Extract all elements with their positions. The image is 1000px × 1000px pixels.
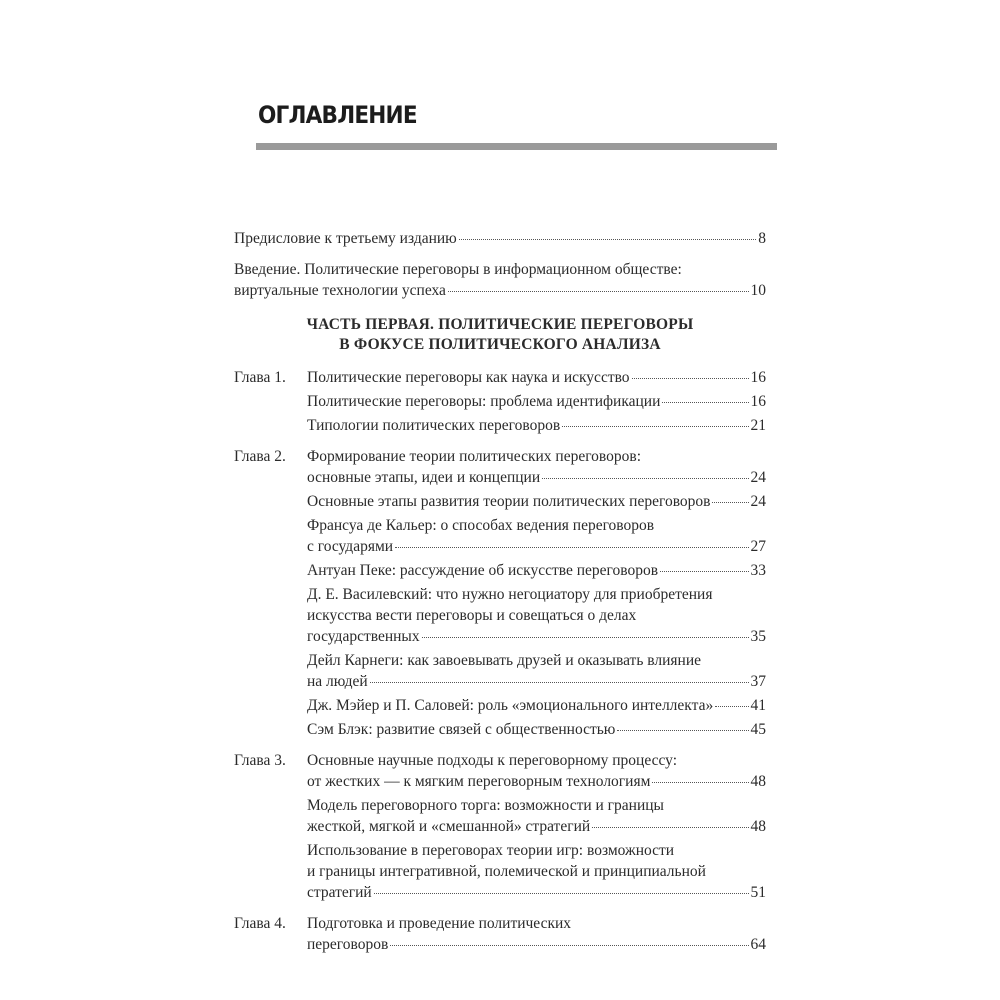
toc-entry-text: жесткой, мягкой и «смешанной» стратегий [307,818,591,835]
toc-entry-text: Использование в переговорах теории игр: возможности [307,842,675,859]
toc-entry-text: Типологии политических переговоров [307,417,561,434]
toc-entry[interactable] [307,415,766,436]
toc-entry-text: Д. Е. Василевский: что нужно негоциатору для приобретения [307,586,713,603]
toc-entry[interactable] [234,228,766,249]
toc-entry-text: стратегий [307,884,372,901]
page-number: 37 [750,673,766,690]
dot-leader [632,378,749,379]
title-underline-rule [256,143,777,150]
toc-entry-line [307,391,766,412]
chapter-label: Глава 4. [234,915,286,932]
toc-entry-line [307,491,766,512]
toc-entry-line [307,650,766,671]
toc-entry-line [307,560,766,581]
page-number: 48 [750,818,766,835]
dot-leader [395,547,748,548]
toc-entry-text: виртуальные технологии успеха [234,282,446,299]
dot-leader [459,239,756,240]
dot-leader [712,502,748,503]
toc-entry-text: Политические переговоры: проблема идентификации [307,393,661,410]
toc-entry-line [234,228,766,249]
page-number: 8 [758,230,766,247]
dot-leader [652,782,748,783]
toc-entry-text: и границы интегративной, полемической и принципиальной [307,863,706,880]
part-heading [234,315,766,355]
toc-entry-text: от жестких — к мягким переговорным технологиям [307,773,651,790]
toc-entry-text: Основные научные подходы к переговорному процессу: [307,752,678,769]
toc-entry-line [307,695,766,716]
chapter-entries [307,367,766,436]
chapter-block [234,446,766,740]
toc-entry-line [307,671,766,692]
toc-entry-text: на людей [307,673,368,690]
dot-leader [542,478,748,479]
toc-entry-text: Введение. Политические переговоры в информационном обществе: [234,261,682,278]
dot-leader [617,730,748,731]
page-number: 27 [750,538,766,555]
page-number: 24 [750,469,766,486]
toc-entry-line [307,626,766,647]
toc-entry[interactable] [307,584,766,647]
toc-entry-text: Франсуа де Кальер: о способах ведения переговоров [307,517,655,534]
toc-entry-text: Антуан Пеке: рассуждение об искусстве переговоров [307,562,659,579]
chapter-block [234,913,766,955]
toc-entry-text: Предисловие к третьему изданию [234,230,457,247]
dot-leader [374,893,749,894]
table-of-contents [234,228,766,965]
toc-entry-line [307,840,766,861]
toc-entry-text: Сэм Блэк: развитие связей с общественностью [307,721,616,738]
toc-entry-line [307,861,766,882]
toc-entry-line [307,446,766,467]
chapters-list [234,367,766,955]
toc-entry[interactable] [307,719,766,740]
page-number: 35 [750,628,766,645]
dot-leader [562,426,748,427]
dot-leader [592,827,748,828]
page-number: 24 [750,493,766,510]
toc-entry[interactable] [307,367,766,388]
toc-entry-text: Дейл Карнеги: как завоевывать друзей и оказывать влияние [307,652,702,669]
dot-leader [370,682,749,683]
chapter-block [234,750,766,903]
page-number: 10 [750,282,766,299]
page-number: 51 [750,884,766,901]
page-number: 45 [750,721,766,738]
toc-entry[interactable] [307,491,766,512]
page-number: 48 [750,773,766,790]
dot-leader [390,945,748,946]
chapter-entries [307,750,766,903]
page-number: 16 [750,393,766,410]
toc-entry-text: Дж. Мэйер и П. Саловей: роль «эмоционального интеллекта» [307,697,714,714]
toc-entry-line [307,536,766,557]
toc-entry-text: Модель переговорного торга: возможности и границы [307,797,664,814]
toc-entry-line [307,771,766,792]
dot-leader [715,706,748,707]
toc-entry-line [307,605,766,626]
part-heading-line: В ФОКУСЕ ПОЛИТИЧЕСКОГО АНАЛИЗА [339,336,661,353]
toc-entry[interactable] [307,750,766,792]
part-heading-line: ЧАСТЬ ПЕРВАЯ. ПОЛИТИЧЕСКИЕ ПЕРЕГОВОРЫ [306,316,694,333]
front-matter [234,228,766,301]
toc-entry-line [307,515,766,536]
toc-entry[interactable] [307,695,766,716]
toc-entry[interactable] [307,391,766,412]
page-number: 21 [750,417,766,434]
dot-leader [660,571,748,572]
toc-entry-line [307,719,766,740]
toc-entry-text: искусства вести переговоры и совещаться о делах [307,607,637,624]
toc-entry-line [307,584,766,605]
toc-entry-text: переговоров [307,936,389,953]
toc-entry-line [307,367,766,388]
toc-entry[interactable] [307,446,766,488]
chapter-block [234,367,766,436]
toc-entry-line [234,259,766,280]
page-number: 64 [750,936,766,953]
toc-entry-text: Политические переговоры как наука и искусство [307,369,630,386]
chapter-entries [307,913,766,955]
toc-entry-line [307,750,766,771]
toc-entry[interactable] [307,515,766,557]
chapter-entries [307,446,766,740]
chapter-label: Глава 2. [234,448,286,465]
toc-entry-text: с государями [307,538,394,555]
page-title: ОГЛАВЛЕНИЕ [258,101,417,129]
toc-entry-text: Основные этапы развития теории политических переговоров [307,493,711,510]
toc-entry[interactable] [307,913,766,955]
chapter-label: Глава 3. [234,752,286,769]
toc-entry[interactable] [307,795,766,837]
toc-entry[interactable] [307,560,766,581]
toc-entry-line [307,795,766,816]
dot-leader [662,402,748,403]
toc-entry-line [307,467,766,488]
toc-entry[interactable] [307,650,766,692]
toc-entry-line [234,280,766,301]
toc-entry-line [307,913,766,934]
chapter-label: Глава 1. [234,369,286,386]
toc-entry-text: Формирование теории политических переговоров: [307,448,642,465]
toc-entry[interactable] [234,259,766,301]
page-number: 33 [750,562,766,579]
toc-entry-line [307,882,766,903]
page-number: 16 [750,369,766,386]
dot-leader [448,291,749,292]
toc-entry-line [307,816,766,837]
toc-entry-text: государственных [307,628,420,645]
toc-entry-line [307,934,766,955]
toc-entry-text: Подготовка и проведение политических [307,915,572,932]
toc-entry-line [307,415,766,436]
toc-entry-text: основные этапы, идеи и концепции [307,469,541,486]
toc-entry[interactable] [307,840,766,903]
dot-leader [422,637,749,638]
page-number: 41 [750,697,766,714]
